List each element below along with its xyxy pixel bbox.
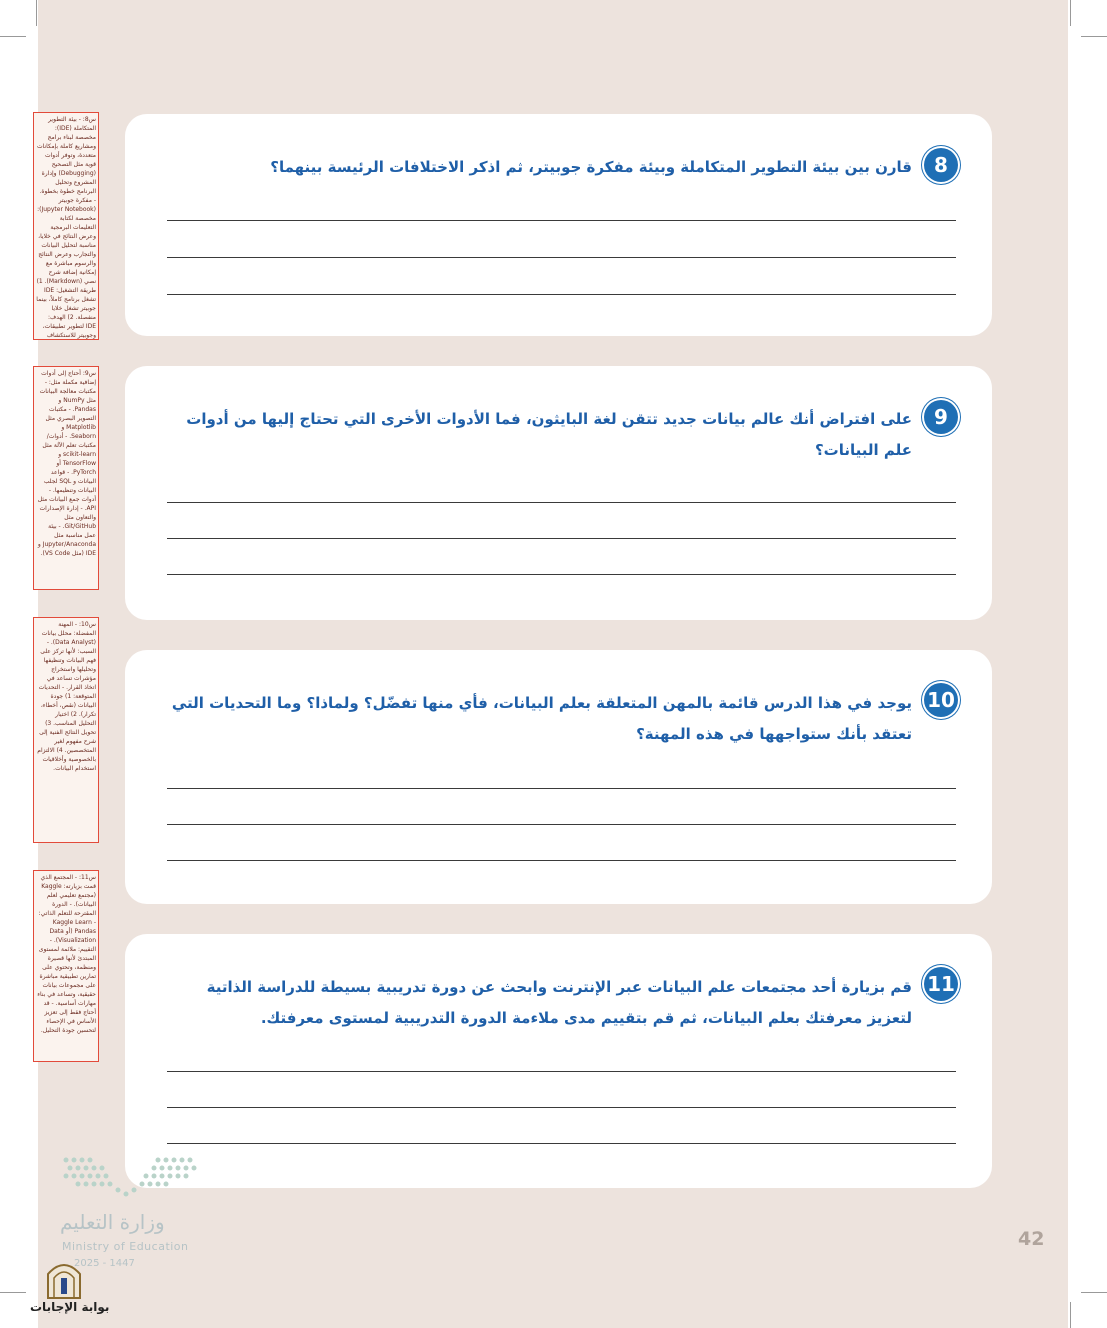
answer-line[interactable] xyxy=(167,294,956,295)
question-text: قم بزيارة أحد مجتمعات علم البيانات عبر الإنترنت وابحث عن دورة تدريبية بسيطة للدراسة الذاتية لتعزيز معرفتك بعلم البيانات، ثم قم بتقييم مدى ملاءمة الدورة التدريبية لمستوى معرفتك. xyxy=(206,978,912,1027)
question-text: قارن بين بيئة التطوير المتكاملة وبيئة مفكرة جوبيتر، ثم اذكر الاختلافات الرئيسة بينهما؟ xyxy=(270,158,912,176)
answer-line[interactable] xyxy=(167,1143,956,1144)
question-card-10 xyxy=(125,650,992,904)
question-card-9 xyxy=(125,366,992,620)
page-number: 42 xyxy=(1018,1228,1045,1250)
crop-mark xyxy=(1081,36,1107,37)
answer-line[interactable] xyxy=(167,824,956,825)
question-text: على افتراض أنك عالم بيانات جديد تتقن لغة البايثون، فما الأدوات الأخرى التي تحتاج إليها من أدوات علم البيانات؟ xyxy=(186,410,912,459)
crop-mark xyxy=(1070,1302,1071,1328)
crop-mark xyxy=(36,0,37,26)
answer-line[interactable] xyxy=(167,788,956,789)
crop-mark xyxy=(1070,0,1071,26)
question-card-11 xyxy=(125,934,992,1188)
crop-mark xyxy=(1081,1292,1107,1293)
question-number-badge: 8 xyxy=(924,148,958,182)
ministry-logo-dots-icon xyxy=(62,1156,198,1200)
answer-line[interactable] xyxy=(167,1107,956,1108)
side-note-q10: س10: - المهنة المفضلة: محلل بيانات (Data Analyst). - السبب: لأنها تركز على فهم البيانات وتنظيفها وتحليلها واستخراج مؤشرات تساعد في اتخاذ القرار. - التحديات المتوقعة: 1) جودة البيانات (نقص، أخطاء، تكرار). 2) اختيار التحليل المناسب. 3) تحويل النتائج الفنية إلى شرح مفهوم لغير المتخصصين. 4) الالتزام بالخصوصية وأخلاقيات استخدام البيانات. xyxy=(33,617,99,843)
answer-line[interactable] xyxy=(167,860,956,861)
answer-line[interactable] xyxy=(167,538,956,539)
question-number-badge: 10 xyxy=(924,683,958,717)
question-number-badge: 11 xyxy=(924,967,958,1001)
ministry-name-arabic: وزارة التعليم xyxy=(60,1210,165,1234)
side-note-q9: س9: أحتاج إلى أدوات إضافية مكملة مثل: - مكتبات معالجة البيانات مثل NumPy و Pandas. - مكتبات التصوير البصري مثل Matplotlib و Seaborn. - أدوات/مكتبات تعلم الآلة مثل scikit-learn و TensorFlow أو PyTorch. - قواعد البيانات و SQL لجلب البيانات وتنظيمها. - أدوات جمع البيانات مثل API. - إدارة الإصدارات والتعاون مثل Git/GitHub. - بيئة عمل مناسبة مثل Jupyter/Anaconda و IDE (مثل VS Code). xyxy=(33,366,99,590)
answers-portal-label: بوابة الإجابات xyxy=(30,1300,110,1314)
ministry-year: 2025 - 1447 xyxy=(74,1258,135,1269)
answer-line[interactable] xyxy=(167,220,956,221)
answer-line[interactable] xyxy=(167,1071,956,1072)
side-note-q8: س8: - بيئة التطوير المتكاملة (IDE): مخصصة لبناء برامج ومشاريع كاملة بإمكانات متعددة، وتوفر أدوات قوية مثل التصحيح (Debugging) وإدارة المشروع وتحليل البرنامج خطوة بخطوة. - مفكرة جوبيتر (Jupyter Notebook): مخصصة لكتابة التعليمات البرمجية وعرض النتائج في خلايا، مناسبة لتحليل البيانات والتجارب وعرض النتائج والرسوم مباشرة مع إمكانية إضافة شرح نصي (Markdown). 1) طريقة التشغيل: IDE تشغل برنامج كاملاً، بينما جوبيتر تشغل خلايا منفصلة. 2) الهدف: IDE لتطوير تطبيقات، وجوبيتر للاستكشاف xyxy=(33,112,99,340)
question-number-badge: 9 xyxy=(924,400,958,434)
answer-line[interactable] xyxy=(167,502,956,503)
ministry-name-english: Ministry of Education xyxy=(62,1240,189,1253)
crop-mark xyxy=(0,1292,26,1293)
question-card-8 xyxy=(125,114,992,336)
answer-line[interactable] xyxy=(167,574,956,575)
answer-line[interactable] xyxy=(167,257,956,258)
answers-portal-logo-icon xyxy=(42,1256,86,1300)
side-note-q11: س11: - المجتمع الذي قمت بزيارته: Kaggle (مجتمع تعليمي لعلم البيانات). - الدورة المقترحة للتعلم الذاتي: Kaggle Learn - Pandas (أو Data Visualization). - التقييم: ملائمة لمستوى المبتدئ لأنها قصيرة ومنظمة، وتحتوي على تمارين تطبيقية مباشرة على مجموعات بيانات حقيقية، وتساعد في بناء مهارات أساسية. - قد أحتاج فقط إلى تعزيز الأساس في الإحصاء لتحسين جودة التحليل. xyxy=(33,870,99,1062)
question-text: يوجد في هذا الدرس قائمة بالمهن المتعلقة بعلم البيانات، فأي منها تفضّل؟ ولماذا؟ وما التحديات التي تعتقد بأنك ستواجهها في هذه المهنة؟ xyxy=(171,694,912,743)
crop-mark xyxy=(0,36,26,37)
